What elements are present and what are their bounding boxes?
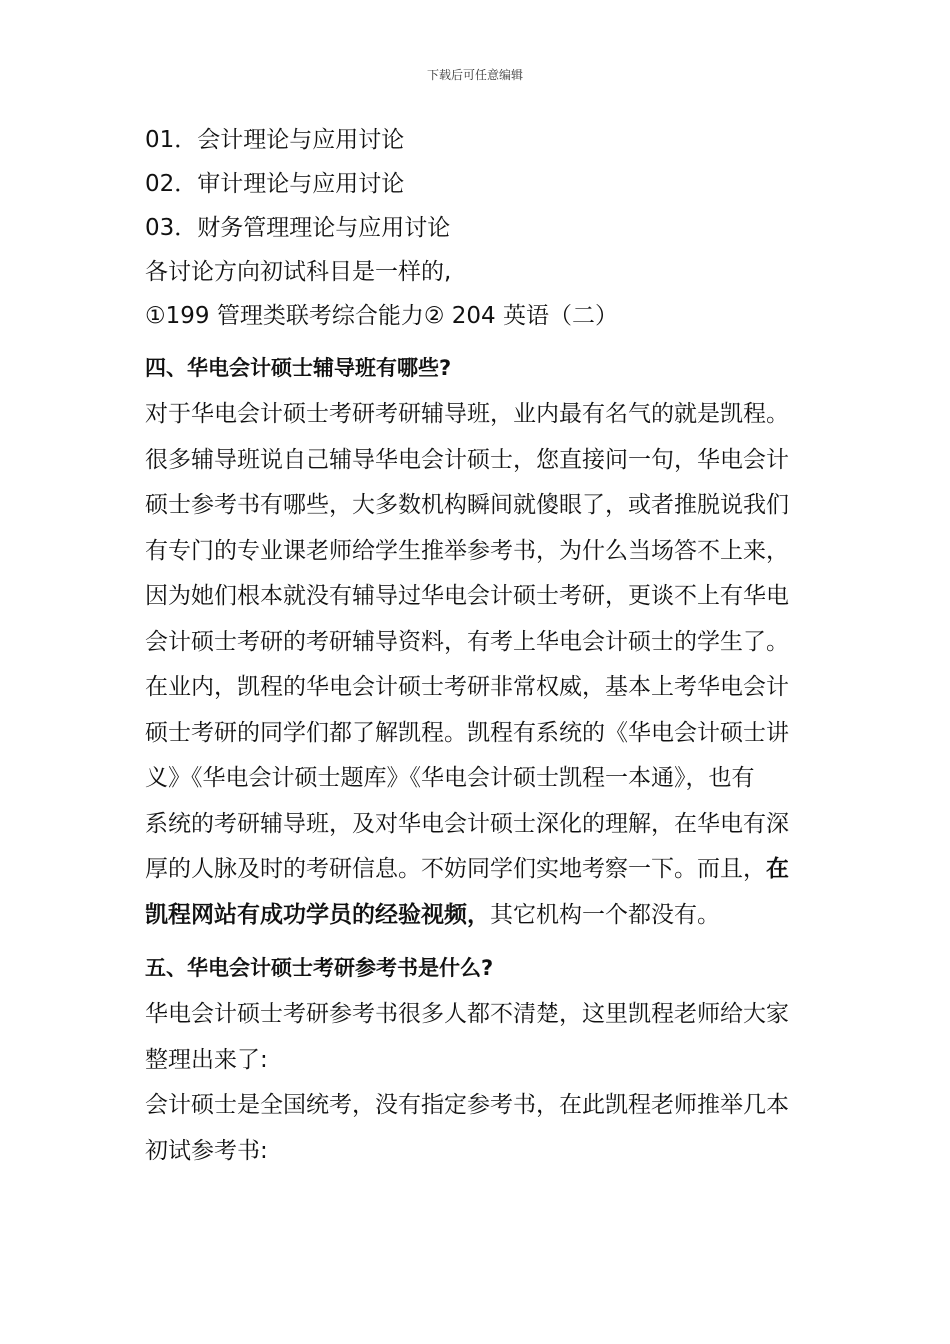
- section-5-paragraph: [145, 992, 825, 1174]
- section-heading-5: 五、华电会计硕士考研参考书是什么?: [145, 956, 494, 980]
- paragraph-line: 整理出来了:: [145, 1046, 268, 1073]
- list-item: 02．审计理论与应用讨论: [145, 171, 405, 197]
- paragraph-line: 会计硕士考研的考研辅导资料，有考上华电会计硕士的学生了。: [145, 628, 789, 655]
- page-header: 下载后可任意编辑: [426, 68, 523, 82]
- document-body: [145, 118, 825, 1174]
- paragraph-line: 硕士参考书有哪些，大多数机构瞬间就傻眼了，或者推脱说我们: [145, 492, 789, 518]
- paragraph-line: 在业内，凯程的华电会计硕士考研非常权威，基本上考华电会计: [145, 674, 789, 700]
- paragraph-line: 初试参考书:: [145, 1137, 268, 1164]
- list-item: 01．会计理论与应用讨论: [145, 127, 405, 153]
- paragraph-line: 因为她们根本就没有辅导过华电会计硕士考研，更谈不上有华电: [145, 583, 789, 609]
- subject-intro: 各讨论方向初试科目是一样的,: [145, 259, 452, 285]
- paragraph-line: 华电会计硕士考研参考书很多人都不清楚，这里凯程老师给大家: [145, 1001, 789, 1027]
- paragraph-line: [145, 847, 825, 893]
- paragraph-line: 硕士考研的同学们都了解凯程。凯程有系统的《华电会计硕士讲: [145, 719, 789, 746]
- paragraph-line: 系统的考研辅导班，及对华电会计硕士深化的理解，在华电有深: [145, 810, 789, 837]
- paragraph-text: 厚的人脉及时的考研信息。不妨同学们实地考察一下。而且，: [145, 856, 766, 882]
- paragraph-line: 很多辅导班说自己辅导华电会计硕士，您直接问一句，华电会计: [145, 446, 789, 473]
- section-heading-4: 四、华电会计硕士辅导班有哪些?: [145, 356, 452, 380]
- bold-emphasis: 在: [766, 856, 789, 882]
- paragraph-line: 义》《华电会计硕士题库》《华电会计硕士凯程一本通》，也有: [145, 765, 755, 791]
- paragraph-text: 其它机构一个都没有。: [490, 901, 720, 928]
- bold-emphasis: 凯程网站有成功学员的经验视频，: [145, 901, 490, 928]
- paragraph-line: 会计硕士是全国统考，没有指定参考书，在此凯程老师推举几本: [145, 1092, 789, 1118]
- paragraph-line: [145, 893, 825, 939]
- subject-list: ①199 管理类联考综合能力② 204 英语（二）: [145, 303, 618, 329]
- list-item: 03．财务管理理论与应用讨论: [145, 215, 451, 241]
- paragraph-line: 对于华电会计硕士考研考研辅导班，业内最有名气的就是凯程。: [145, 401, 789, 427]
- section-4-paragraph: [145, 392, 825, 938]
- paragraph-line: 有专门的专业课老师给学生推举参考书，为什么当场答不上来，: [145, 537, 789, 564]
